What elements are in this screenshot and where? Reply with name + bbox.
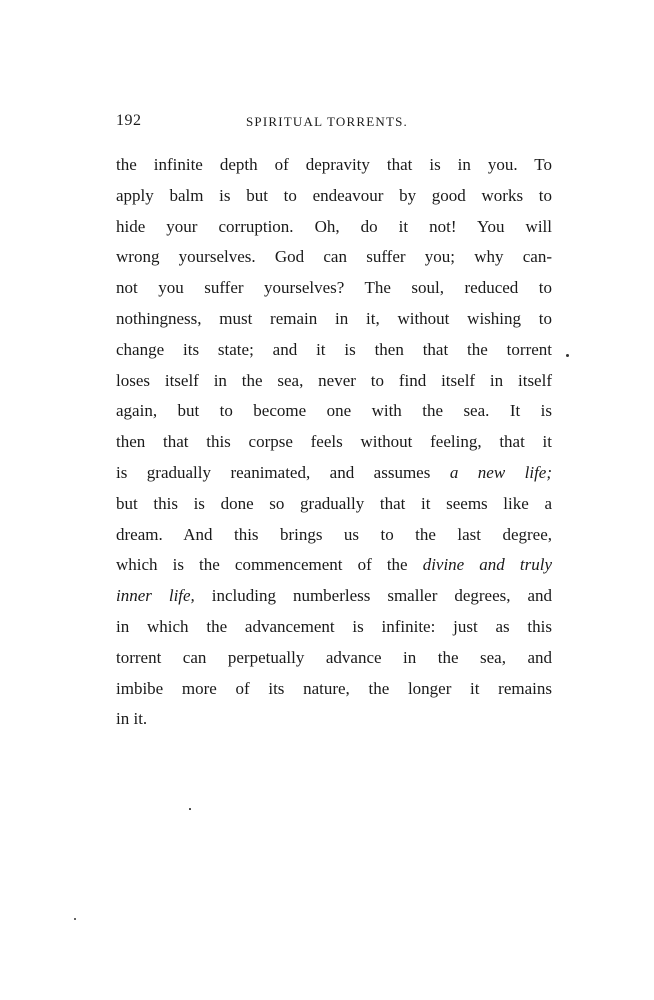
text-run: change its state; and it is then that the torrent [116, 339, 552, 359]
text-line [116, 150, 552, 181]
text-run: again, but to become one with the sea. It is [116, 401, 552, 421]
text-line [116, 704, 552, 735]
italic-phrase: inner life, [116, 586, 195, 606]
text-line [116, 581, 552, 612]
text-run: imbibe more of its nature, the longer it remains [116, 678, 552, 698]
text-run: then that this corpse feels without feeling, that it [116, 432, 552, 452]
text-run: the infinite depth of depravity that is in you. To [116, 155, 552, 174]
text-run: not you suffer yourselves? The soul, reduced to [116, 278, 552, 298]
text-run: is gradually reanimated, and assumes [116, 462, 450, 482]
text-line [116, 242, 552, 273]
text-run: dream. And this brings us to the last degree, [116, 524, 552, 544]
italic-phrase: a new life; [449, 462, 552, 482]
text-run: in which the advancement is infinite: just as this [116, 616, 552, 636]
print-speck [74, 918, 76, 920]
print-speck [189, 808, 191, 810]
text-run: nothingness, must remain in it, without wishing to [116, 308, 552, 328]
text-line [116, 181, 552, 212]
text-run: torrent can perpetually advance in the sea, and [116, 647, 552, 667]
running-title: SPIRITUAL TORRENTS. [246, 114, 408, 129]
text-line [116, 212, 552, 243]
text-line [116, 612, 552, 643]
text-line [116, 427, 552, 458]
text-line [116, 489, 552, 520]
print-speck [566, 354, 569, 357]
text-run: but this is done so gradually that it seems like a [116, 493, 552, 513]
italic-phrase: divine and truly [422, 555, 552, 575]
text-run: including numberless smaller degrees, and [194, 586, 552, 606]
page-number: 192 [116, 112, 142, 129]
text-line [116, 366, 552, 397]
text-line [116, 304, 552, 335]
text-line [116, 674, 552, 705]
text-line [116, 458, 552, 489]
text-line [116, 396, 552, 427]
text-run: wrong yourselves. God can suffer you; why can- [116, 247, 552, 267]
text-line [116, 335, 552, 366]
body-text [116, 150, 552, 735]
text-line [116, 643, 552, 674]
text-run: in it. [116, 709, 148, 729]
running-head [116, 112, 556, 134]
text-run: which is the commencement of the [116, 555, 423, 575]
text-line [116, 273, 552, 304]
text-line [116, 550, 552, 581]
text-run: loses itself in the sea, never to find itself in itself [116, 370, 552, 390]
text-line [116, 520, 552, 551]
text-run: apply balm is but to endeavour by good works to [116, 185, 552, 205]
text-run: hide your corruption. Oh, do it not! You will [116, 216, 552, 236]
